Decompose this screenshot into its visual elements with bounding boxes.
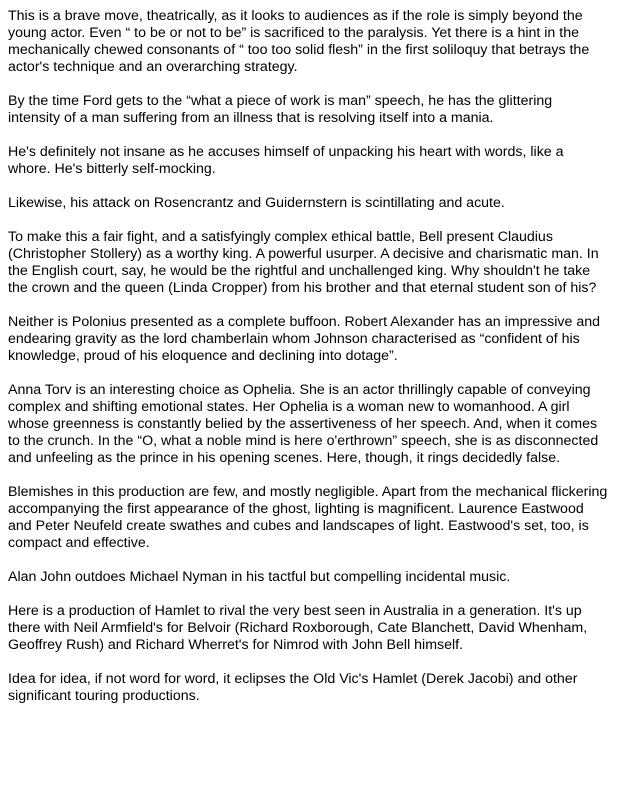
paragraph: Idea for idea, if not word for word, it eclipses the Old Vic's Hamlet (Derek Jacobi) and other significant touring productions. [8, 671, 578, 704]
article-body [8, 8, 608, 722]
paragraph: Neither is Polonius presented as a complete buffoon. Robert Alexander has an impressive and endearing gravity as the lord chamberlain whom Johnson characterised as “confident of his knowledge, proud of his eloquence and declining into dotage”. [8, 314, 601, 364]
paragraph: This is a brave move, theatrically, as it looks to audiences as if the role is simply beyond the young actor. Even “ to be or not to be” is sacrificed to the paralysis. Yet there is a hint in the mechanically chewed consonants of “ too too solid flesh” in the first soliloquy that betrays the actor's technique and an overarching strategy. [8, 8, 590, 75]
paragraph: Alan John outdoes Michael Nyman in his tactful but compelling incidental music. [8, 569, 511, 585]
paragraph: Here is a production of Hamlet to rival the very best seen in Australia in a generation. It's up there with Neil Armfield's for Belvoir (Richard Roxborough, Cate Blanchett, David Whenham, Geoffrey Rush) and Richard Wherret's for Nimrod with John Bell himself. [8, 603, 588, 653]
paragraph: Blemishes in this production are few, and mostly negligible. Apart from the mechanical flickering accompanying the first appearance of the ghost, lighting is magnificent. Laurence Eastwood and Peter Neufeld create swathes and cubes and landscapes of light. Eastwood's set, too, is compact and effective. [8, 484, 608, 551]
paragraph: Likewise, his attack on Rosencrantz and Guidernstern is scintillating and acute. [8, 195, 505, 211]
paragraph: He's definitely not insane as he accuses himself of unpacking his heart with words, like a whore. He's bitterly self-mocking. [8, 144, 564, 177]
paragraph: Anna Torv is an interesting choice as Ophelia. She is an actor thrillingly capable of conveying complex and shifting emotional states. Her Ophelia is a woman new to womanhood. A girl whose greenness is constantly belied by the assertiveness of her speech. And, when it comes to the crunch. In the “O, what a noble mind is here o'erthrown” speech, she is as disconnected and unfeeling as the prince in his opening scenes. Here, though, it rings decidedly false. [8, 382, 599, 466]
paragraph: By the time Ford gets to the “what a piece of work is man” speech, he has the glittering intensity of a man suffering from an illness that is resolving itself into a mania. [8, 93, 553, 126]
paragraph: To make this a fair fight, and a satisfyingly complex ethical battle, Bell present Claudius (Christopher Stollery) as a worthy king. A powerful usurper. A decisive and charismatic man. In the English court, say, he would be the rightful and unchallenged king. Why shouldn't he take the crown and the queen (Linda Cropper) from his brother and that eternal student son of his? [8, 229, 599, 296]
